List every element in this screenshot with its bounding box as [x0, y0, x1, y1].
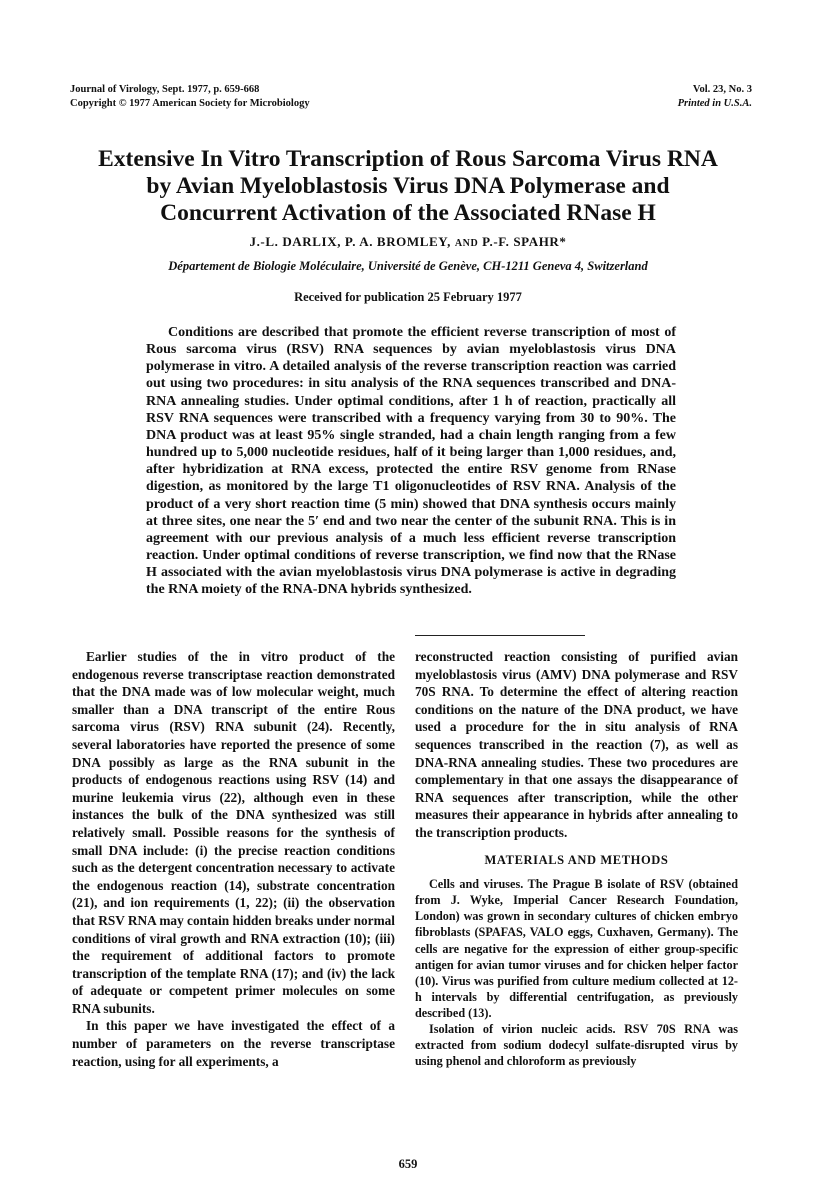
methods-paragraph [415, 1021, 738, 1069]
article-title [40, 146, 776, 227]
paragraph-text: RSV 70S RNA was extracted from sodium dodecyl sulfate-disrupted virus by using phenol and chloroform as previously [415, 1021, 738, 1069]
body-paragraph: Earlier studies of the in vitro product of the endogenous reverse transcriptase reaction demonstrated that the DNA made was of low molecular weight, much smaller than a DNA transcript of the entire Rous sarcoma virus (RSV) RNA subunit (24). Recently, several laboratories have reported the presence of some DNA possibly as large as the RNA subunit in the products of endogenous reactions using RSV (14) and murine leukemia virus (22), although even in these instances the bulk of the DNA synthesized was still relatively small. Possible reasons for the synthesis of small DNA include: (i) the precise reaction conditions such as the detergent concentration necessary to activate the endogenous reaction (14), substrate concentration (21), and ion requirements (1, 22); (ii) the observation that RSV RNA may contain hidden breaks under normal conditions of viral growth and RNA extraction (10); (iii) the requirement of additional factors to promote transcription of the template RNA (17); and (iv) the lack of adequate or competent primer molecules on some RNA subunits. [72, 649, 395, 1016]
paragraph-text: The Prague B isolate of RSV (obtained from J. Wyke, Imperial Cancer Research Foundation, London) was grown in secondary cultures of chicken embryo fibroblasts (SPAFAS, VALO eggs, Cuxhaven, Germany). The cells are negative for the expression of either group-specific antigen for avian tumor viruses and for chicken helper factor (10). Virus was purified from culture medium collected at 12-h intervals by differential centrifugation, as previously described (13). [415, 877, 738, 1020]
section-divider [415, 635, 585, 636]
abstract: Conditions are described that promote the efficient reverse transcription of most of Rous sarcoma virus (RSV) RNA sequences by avian myeloblastosis virus DNA polymerase in vitro. A detailed analysis of the reverse transcription reaction was carried out using two procedures: in situ analysis of the RNA sequences transcribed and DNA-RNA annealing studies. Under optimal conditions, after 1 h of reaction, practically all RSV RNA sequences were transcribed with a frequency varying from 30 to 90%. The DNA product was at least 95% single stranded, had a chain length ranging from a few hundred up to 5,000 nucleotide residues, half of it being larger than 1,000 residues, and, after hybridization at RNA excess, protected the entire RSV genome from RNase digestion, as monitored by the large T1 oligonucleotides of RSV RNA. Analysis of the product of a very short reaction time (5 min) showed that DNA synthesis occurs mainly at three sites, one near the 5′ end and two near the center of the subunit RNA. This is in agreement with our previous analysis of a much less efficient reverse transcription reaction. Under optimal conditions of reverse transcription, we find now that the RNase H associated with the avian myeloblastosis virus DNA polymerase is active in degrading the RNA moiety of the RNA-DNA hybrids synthesized. [146, 325, 676, 598]
body-paragraph: reconstructed reaction consisting of purified avian myeloblastosis virus (AMV) DNA polymerase and RSV 70S RNA. To determine the effect of altering reaction conditions on the nature of the DNA product, we have used a procedure for the in situ analysis of RNA sequences transcribed in the reaction (7), as well as DNA-RNA annealing studies. These two procedures are complementary in that one assays the disappearance of RNA sequences after transcription, while the other measures their appearance in hybrids after annealing to the transcription products. [415, 649, 738, 840]
author-list [40, 234, 776, 250]
methods-text [415, 876, 738, 1069]
title-line: by Avian Myeloblastosis Virus DNA Polymerase and [146, 173, 670, 199]
title-line: Extensive In Vitro Transcription of Rous Sarcoma Virus RNA [98, 146, 718, 172]
run-in-heading: Cells and viruses. [429, 877, 524, 892]
left-column [72, 648, 395, 1070]
methods-paragraph [415, 876, 738, 1021]
affiliation: Département de Biologie Moléculaire, Université de Genève, CH-1211 Geneva 4, Switzerland [168, 259, 648, 273]
section-heading: MATERIALS AND METHODS [484, 852, 669, 867]
page-number: 659 [398, 1157, 418, 1171]
copyright-line: Copyright © 1977 American Society for Microbiology [70, 97, 310, 109]
printed-line: Printed in U.S.A. [677, 97, 752, 109]
run-in-heading: Isolation of virion nucleic acids. [429, 1021, 616, 1036]
journal-header [70, 83, 310, 110]
journal-citation: Journal of Virology, Sept. 1977, p. 659-668 [70, 84, 260, 95]
authors-and: AND [454, 238, 479, 249]
volume-header [678, 83, 752, 110]
authors-first: J.-L. DARLIX, P. A. BROMLEY, [249, 234, 451, 249]
right-column [415, 648, 738, 1069]
body-paragraph: In this paper we have investigated the effect of a number of parameters on the reverse transcriptase reaction, using for all experiments, a [72, 1018, 395, 1069]
volume-line: Vol. 23, No. 3 [692, 84, 752, 95]
received-date: Received for publication 25 February 1977 [294, 290, 522, 304]
title-line: Concurrent Activation of the Associated RNase H [160, 200, 656, 226]
authors-last: P.-F. SPAHR* [482, 234, 567, 249]
